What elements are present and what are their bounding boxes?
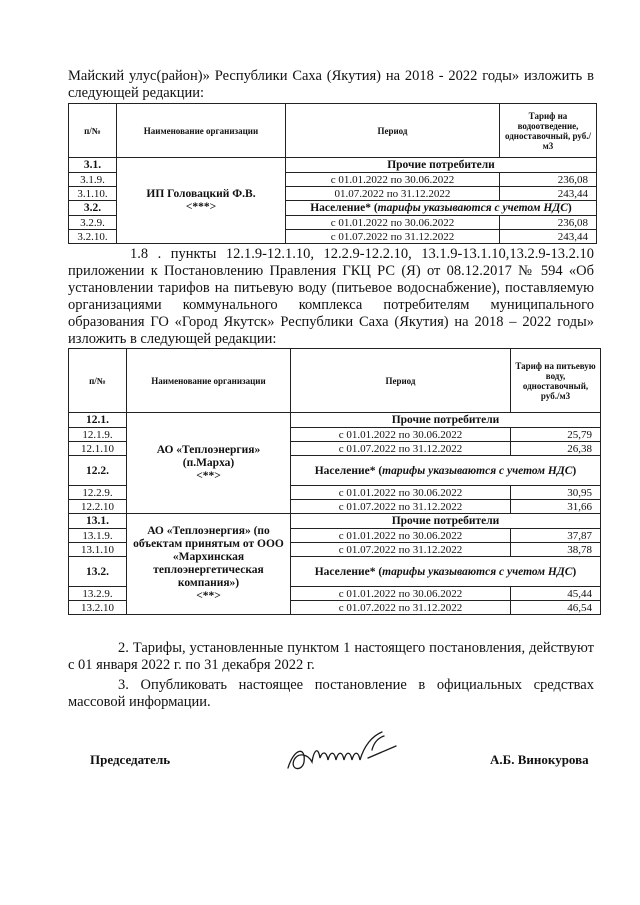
row-period: с 01.01.2022 по 30.06.2022	[286, 173, 500, 187]
row-no: 3.2.	[69, 201, 117, 216]
row-no: 3.1.9.	[69, 173, 117, 187]
col-header-period: Период	[286, 104, 500, 158]
row-period: 01.07.2022 по 31.12.2022	[286, 187, 500, 201]
col-header-no: п/№	[69, 104, 117, 158]
row-period: с 01.01.2022 по 30.06.2022	[291, 529, 511, 543]
row-value: 38,78	[511, 543, 601, 557]
row-no: 13.2.9.	[69, 587, 127, 601]
org-cell-mtek	[127, 514, 291, 615]
paragraph-2: 2. Тарифы, установленные пунктом 1 настоящего постановления, действуют с 01 января 2022 г. по 31 декабря 2022 г.	[68, 640, 594, 673]
row-period: с 01.01.2022 по 30.06.2022	[291, 428, 511, 442]
row-period: с 01.07.2022 по 31.12.2022	[291, 543, 511, 557]
org-note: <**>	[196, 590, 221, 602]
section-other: Прочие потребители	[291, 413, 601, 428]
org-cell-marha	[127, 413, 291, 514]
section-other: Прочие потребители	[286, 158, 597, 173]
row-no: 13.1.9.	[69, 529, 127, 543]
row-no: 13.2.	[69, 557, 127, 587]
intro-paragraph: Майский улус(район)» Республики Саха (Якутия) на 2018 - 2022 годы» изложить в следующей редакции:	[68, 68, 594, 101]
col-header-tariff: Тариф на водоотведение, одноставочный, руб./м3	[500, 104, 597, 158]
row-no: 12.1.9.	[69, 428, 127, 442]
org-name: АО «Теплоэнергия» (п.Марха)	[156, 443, 261, 469]
row-no: 13.2.10	[69, 601, 127, 615]
row-value: 25,79	[511, 428, 601, 442]
row-period: с 01.07.2022 по 31.12.2022	[291, 500, 511, 514]
handwritten-signature	[284, 728, 404, 778]
row-value: 243,44	[500, 230, 597, 244]
row-no: 13.1.	[69, 514, 127, 529]
row-value: 31,66	[511, 500, 601, 514]
row-no: 3.2.10.	[69, 230, 117, 244]
row-value: 37,87	[511, 529, 601, 543]
col-header-no: п/№	[69, 349, 127, 413]
section-population: Население* (тарифы указываются с учетом НДС)	[286, 201, 597, 216]
col-header-tariff: Тариф на питьевую воду, одноставочный, руб./м3	[511, 349, 601, 413]
row-value: 236,08	[500, 173, 597, 187]
section-other: Прочие потребители	[291, 514, 601, 529]
row-period: с 01.01.2022 по 30.06.2022	[291, 587, 511, 601]
row-value: 45,44	[511, 587, 601, 601]
row-no: 12.2.9.	[69, 486, 127, 500]
row-period: с 01.07.2022 по 31.12.2022	[291, 601, 511, 615]
row-no: 3.1.	[69, 158, 117, 173]
row-no: 3.2.9.	[69, 216, 117, 230]
signer-title: Председатель	[90, 752, 171, 767]
col-header-org: Наименование организации	[127, 349, 291, 413]
row-no: 12.1.	[69, 413, 127, 428]
org-cell	[117, 158, 286, 244]
paragraph-1-8: 1.8 . пункты 12.1.9-12.1.10, 12.2.9-12.2.10, 13.1.9-13.1.10,13.2.9-13.2.10 приложении к Постановлению Правления ГКЦ РС (Я) от 08.12.2017 № 594 «Об установлении тарифов на питьевую воду (питьевое водоснабжение), поставляемую организациями коммунального комплекса потребителям муниципального образования ГО «Город Якутск» Республики Саха (Якутия) на 2018 – 2022 годы» изложить в следующей редакции:	[68, 246, 594, 347]
wastewater-tariff-table	[68, 103, 597, 244]
row-value: 243,44	[500, 187, 597, 201]
section-population: Население* (тарифы указываются с учетом НДС)	[291, 456, 601, 486]
row-period: с 01.07.2022 по 31.12.2022	[291, 442, 511, 456]
col-header-org: Наименование организации	[117, 104, 286, 158]
org-note: <**>	[196, 469, 221, 482]
row-no: 12.2.10	[69, 500, 127, 514]
col-header-period: Период	[291, 349, 511, 413]
row-period: с 01.07.2022 по 31.12.2022	[286, 230, 500, 244]
row-period: с 01.01.2022 по 30.06.2022	[291, 486, 511, 500]
org-name: ИП Головацкий Ф.В.	[146, 187, 256, 200]
signer-name: А.Б. Винокурова	[490, 752, 589, 767]
section-population: Население* (тарифы указываются с учетом НДС)	[291, 557, 601, 587]
paragraph-3: 3. Опубликовать настоящее постановление в официальных средствах массовой информации.	[68, 677, 594, 710]
water-tariff-table	[68, 348, 601, 615]
row-no: 12.1.10	[69, 442, 127, 456]
row-value: 30,95	[511, 486, 601, 500]
row-value: 236,08	[500, 216, 597, 230]
row-no: 13.1.10	[69, 543, 127, 557]
row-period: с 01.01.2022 по 30.06.2022	[286, 216, 500, 230]
row-value: 26,38	[511, 442, 601, 456]
org-name: АО «Теплоэнергия» (по объектам принятым от ООО «Мархинская теплоэнергетическая компания»)	[133, 525, 284, 589]
org-note: <***>	[185, 200, 217, 213]
row-value: 46,54	[511, 601, 601, 615]
row-no: 12.2.	[69, 456, 127, 486]
row-no: 3.1.10.	[69, 187, 117, 201]
